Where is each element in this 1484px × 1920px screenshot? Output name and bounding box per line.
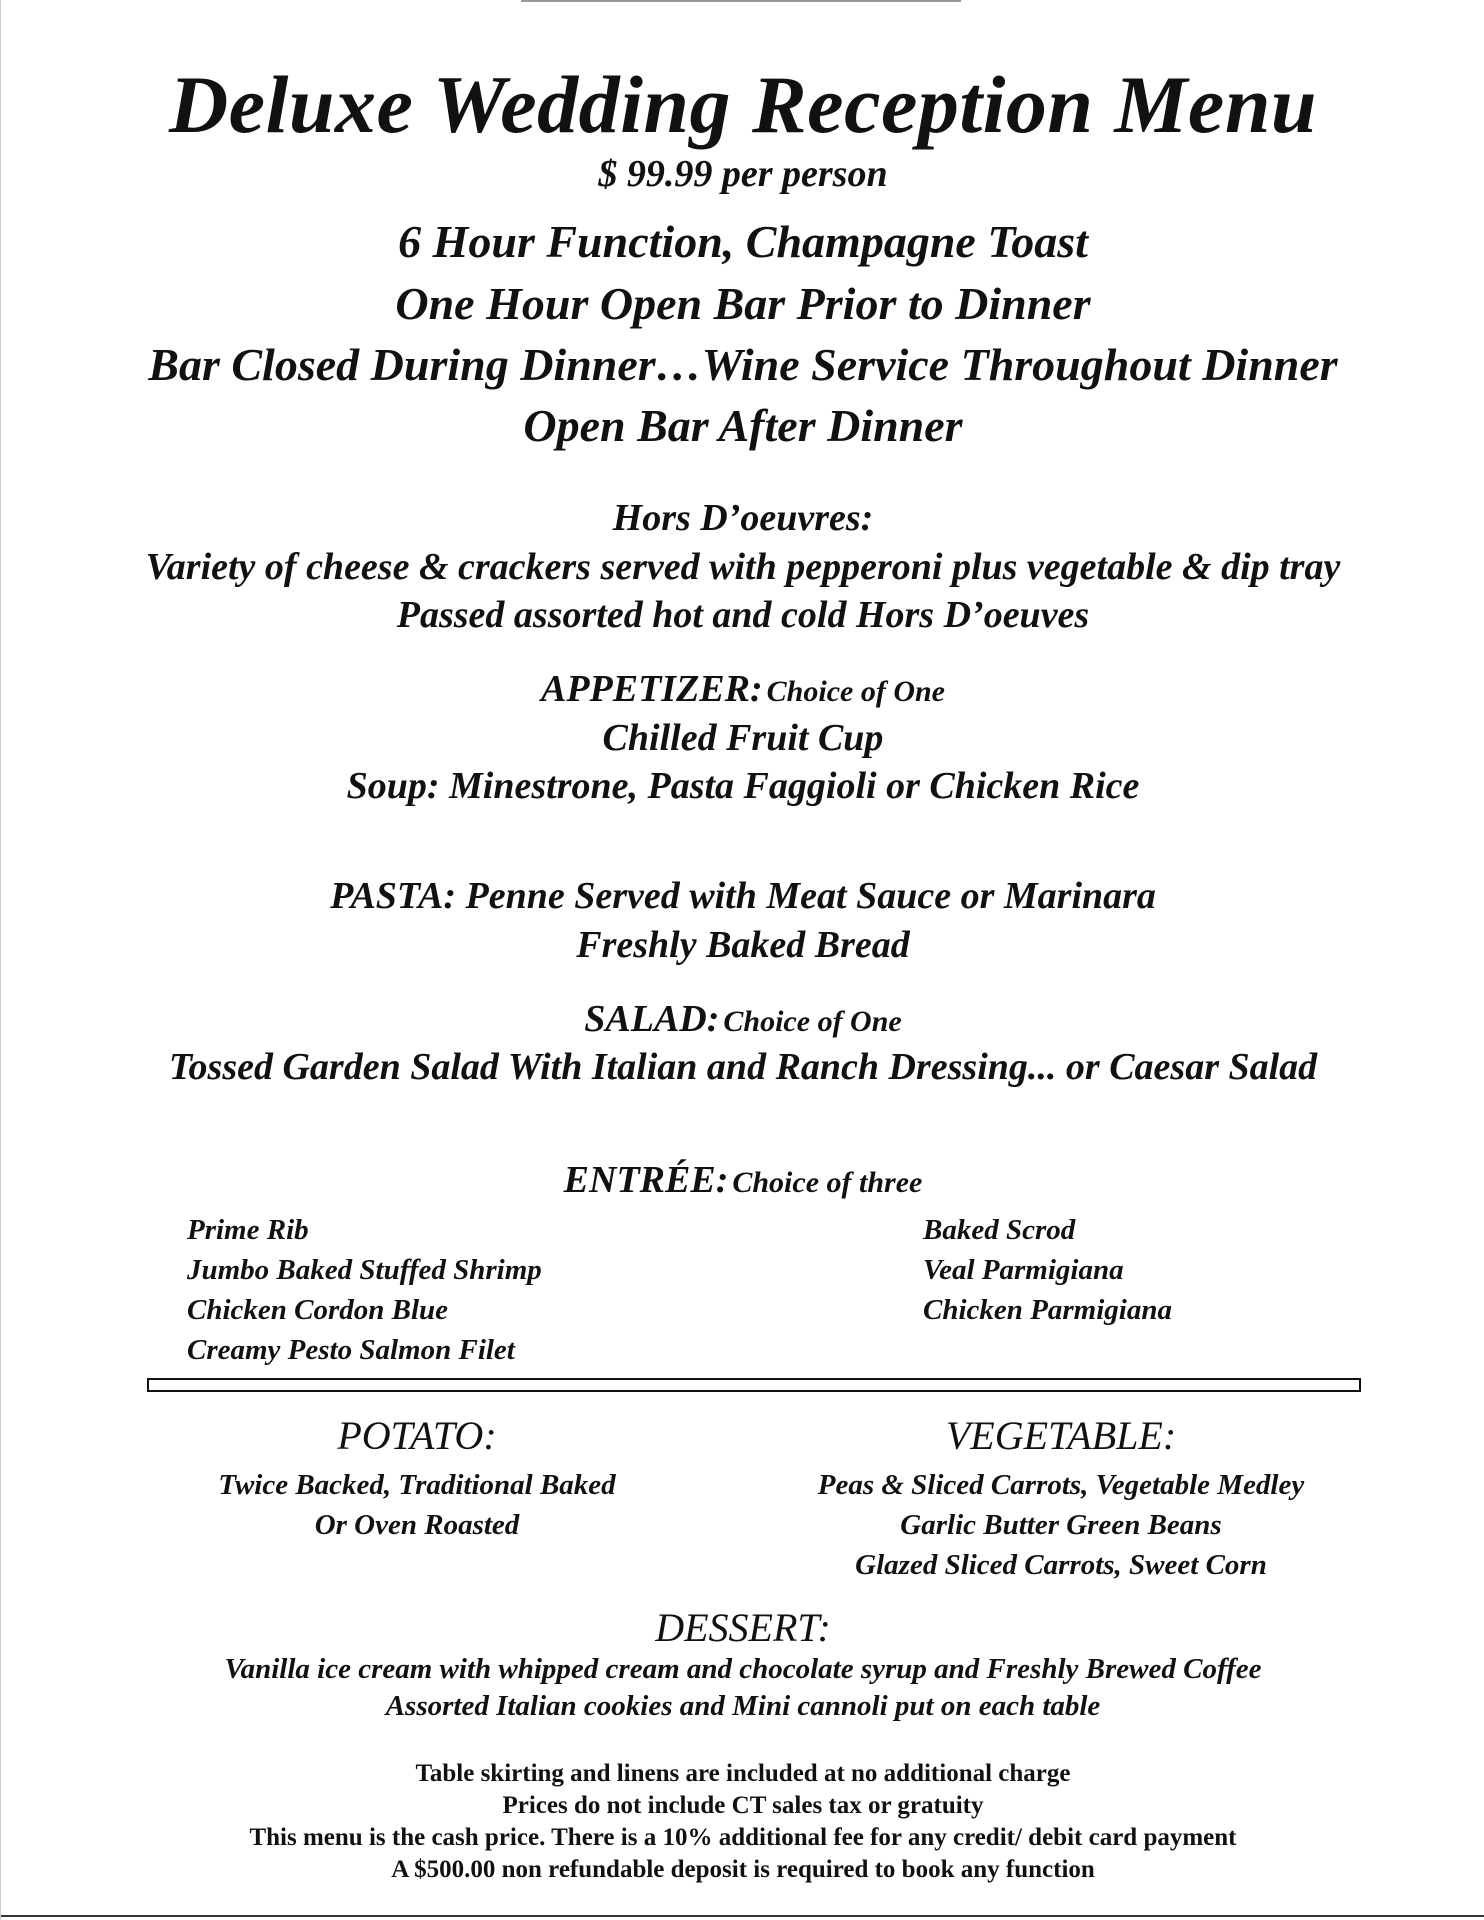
- section-divider: [147, 1378, 1361, 1392]
- pasta-item: PASTA: Penne Served with Meat Sauce or Marinara: [330, 875, 1156, 917]
- price-per-person: $ 99.99 per person: [598, 153, 888, 195]
- vegetable-item: Peas & Sliced Carrots, Vegetable Medley: [817, 1469, 1305, 1501]
- feature-line: 6 Hour Function, Champagne Toast: [398, 216, 1088, 267]
- entree-heading: ENTRÉE:: [563, 1159, 729, 1201]
- entree-item: Jumbo Baked Stuffed Shrimp: [187, 1254, 542, 1286]
- entree-item: Chicken Cordon Blue: [187, 1294, 449, 1326]
- feature-line: One Hour Open Bar Prior to Dinner: [395, 278, 1091, 329]
- potato-section: [147, 1412, 687, 1545]
- entree-item: Prime Rib: [187, 1214, 309, 1246]
- appetizer-heading-line: [1, 667, 1484, 711]
- entree-list-right: [923, 1210, 1172, 1330]
- entree-heading-line: [1, 1158, 1484, 1202]
- dessert-heading: DESSERT:: [655, 1605, 831, 1650]
- entree-item: Chicken Parmigiana: [923, 1294, 1172, 1326]
- terms-notes: [1, 1758, 1484, 1886]
- note-line: A $500.00 non refundable deposit is required to book any function: [391, 1856, 1095, 1883]
- note-line: Table skirting and linens are included at no additional charge: [415, 1760, 1071, 1787]
- appetizer-item: Soup: Minestrone, Pasta Faggioli or Chicken Rice: [346, 765, 1140, 807]
- hors-doeuvres-heading: Hors D’oeuvres:: [612, 497, 874, 539]
- pasta-item: Freshly Baked Bread: [576, 924, 910, 966]
- entree-item: Veal Parmigiana: [923, 1254, 1124, 1286]
- note-line: Prices do not include CT sales tax or gratuity: [502, 1792, 984, 1819]
- note-line: This menu is the cash price. There is a 10% additional fee for any credit/ debit card payment: [249, 1824, 1237, 1851]
- potato-item: Twice Backed, Traditional Baked: [218, 1469, 616, 1501]
- vegetable-heading: VEGETABLE:: [945, 1413, 1177, 1458]
- entree-item: Creamy Pesto Salmon Filet: [187, 1334, 515, 1366]
- entree-item: Baked Scrod: [923, 1214, 1076, 1246]
- entree-choice: Choice of three: [732, 1166, 923, 1199]
- vegetable-section: [761, 1412, 1361, 1585]
- hors-doeuvres-item: Passed assorted hot and cold Hors D’oeuves: [396, 594, 1090, 636]
- vegetable-item: Glazed Sliced Carrots, Sweet Corn: [855, 1549, 1267, 1581]
- salad-heading-line: [1, 997, 1484, 1041]
- dessert-item: Assorted Italian cookies and Mini cannoli put on each table: [385, 1690, 1101, 1722]
- potato-heading: POTATO:: [337, 1413, 497, 1458]
- feature-line: Open Bar After Dinner: [523, 400, 963, 451]
- salad-heading: SALAD:: [584, 998, 720, 1040]
- scan-artifact: [521, 0, 961, 4]
- vegetable-item: Garlic Butter Green Beans: [900, 1509, 1222, 1541]
- bottom-border: [1, 1915, 1484, 1917]
- menu-title: Deluxe Wedding Reception Menu: [168, 59, 1318, 150]
- hors-doeuvres-item: Variety of cheese & crackers served with pepperoni plus vegetable & dip tray: [145, 546, 1341, 588]
- entree-list-left: [187, 1210, 542, 1370]
- salad-choice: Choice of One: [723, 1005, 902, 1038]
- salad-item: Tossed Garden Salad With Italian and Ranch Dressing... or Caesar Salad: [168, 1046, 1318, 1088]
- dessert-item: Vanilla ice cream with whipped cream and chocolate syrup and Freshly Brewed Coffee: [224, 1653, 1262, 1685]
- appetizer-item: Chilled Fruit Cup: [602, 717, 884, 759]
- potato-item: Or Oven Roasted: [314, 1509, 520, 1541]
- appetizer-heading: APPETIZER:: [540, 668, 763, 710]
- appetizer-choice: Choice of One: [766, 675, 945, 708]
- feature-line: Bar Closed During Dinner…Wine Service Throughout Dinner: [148, 339, 1338, 390]
